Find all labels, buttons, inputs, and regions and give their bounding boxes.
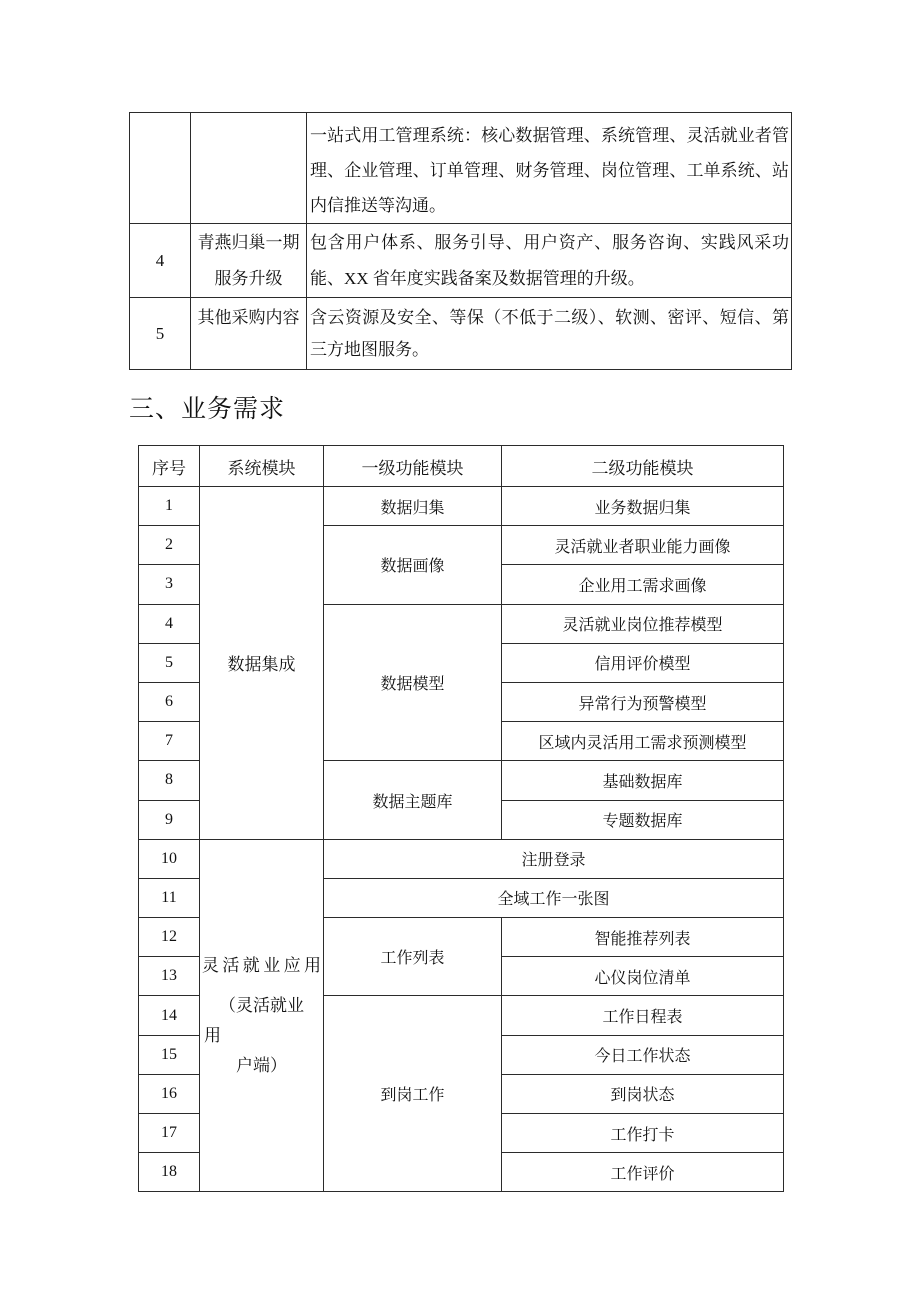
item-number-cell: 4: [130, 224, 191, 298]
system-module-line: 灵活就业应用: [202, 955, 321, 975]
level1-module-cell: 数据主题库: [324, 761, 502, 839]
header-cell-level2-module: 二级功能模块: [502, 446, 784, 487]
table-row: [130, 113, 792, 224]
header-cell-number: 序号: [139, 446, 200, 487]
table-row: [139, 487, 784, 526]
item-name-cell: 青燕归巢一期服务升级: [191, 224, 307, 298]
row-number-cell: 10: [139, 839, 200, 878]
row-number-cell: 15: [139, 1035, 200, 1074]
table-header-row: [139, 446, 784, 487]
level1-module-cell: 全域工作一张图: [324, 878, 784, 917]
row-number-cell: 1: [139, 487, 200, 526]
system-module-line: 用: [204, 1025, 221, 1045]
row-number-cell: 12: [139, 918, 200, 957]
table-row: [130, 224, 792, 298]
procurement-table: [129, 112, 792, 370]
header-cell-level1-module: 一级功能模块: [324, 446, 502, 487]
level2-module-cell: 工作打卡: [502, 1114, 784, 1153]
level2-module-cell: 心仪岗位清单: [502, 957, 784, 996]
row-number-cell: 6: [139, 682, 200, 721]
level1-module-cell: 数据归集: [324, 487, 502, 526]
requirements-table: [138, 445, 784, 1192]
row-number-cell: 3: [139, 565, 200, 604]
row-number-cell: 5: [139, 643, 200, 682]
level2-module-cell: 灵活就业岗位推荐模型: [502, 604, 784, 643]
level2-module-cell: 工作日程表: [502, 996, 784, 1035]
level2-module-cell: 基础数据库: [502, 761, 784, 800]
level1-module-cell: 数据模型: [324, 604, 502, 761]
row-number-cell: 17: [139, 1114, 200, 1153]
row-number-cell: 2: [139, 526, 200, 565]
item-content-cell: 包含用户体系、服务引导、用户资产、服务咨询、实践风采功能、XX 省年度实践备案及数据管理的升级。: [307, 224, 792, 298]
item-content-cell: 含云资源及安全、等保（不低于二级）、软测、密评、短信、第三方地图服务。: [307, 298, 792, 370]
row-number-cell: 13: [139, 957, 200, 996]
row-number-cell: 9: [139, 800, 200, 839]
level2-module-cell: 到岗状态: [502, 1074, 784, 1113]
level2-module-cell: 业务数据归集: [502, 487, 784, 526]
row-number-cell: 8: [139, 761, 200, 800]
section-heading: 三、业务需求: [129, 396, 286, 423]
level1-module-cell: 注册登录: [324, 839, 784, 878]
item-name-cell: [191, 113, 307, 224]
level1-module-cell: 数据画像: [324, 526, 502, 604]
row-number-cell: 7: [139, 722, 200, 761]
level2-module-cell: 异常行为预警模型: [502, 682, 784, 721]
system-module-line: 户端）: [236, 1055, 287, 1075]
level2-module-cell: 区域内灵活用工需求预测模型: [502, 722, 784, 761]
table-row: [139, 839, 784, 878]
header-cell-system-module: 系统模块: [200, 446, 324, 487]
row-number-cell: 16: [139, 1074, 200, 1113]
level2-module-cell: 智能推荐列表: [502, 918, 784, 957]
item-content-cell: 一站式用工管理系统：核心数据管理、系统管理、灵活就业者管理、企业管理、订单管理、财务管理、岗位管理、工单系统、站内信推送等沟通。: [307, 113, 792, 224]
level2-module-cell: 灵活就业者职业能力画像: [502, 526, 784, 565]
item-number-cell: [130, 113, 191, 224]
row-number-cell: 14: [139, 996, 200, 1035]
level1-module-cell: 工作列表: [324, 918, 502, 996]
row-number-cell: 18: [139, 1153, 200, 1192]
level1-module-cell: 到岗工作: [324, 996, 502, 1192]
item-number-cell: 5: [130, 298, 191, 370]
table-row: [130, 298, 792, 370]
level2-module-cell: 工作评价: [502, 1153, 784, 1192]
system-module-cell: 数据集成: [200, 487, 324, 840]
system-module-cell: [200, 839, 324, 1192]
system-module-line: （灵活就业: [219, 995, 304, 1015]
level2-module-cell: 今日工作状态: [502, 1035, 784, 1074]
level2-module-cell: 专题数据库: [502, 800, 784, 839]
level2-module-cell: 信用评价模型: [502, 643, 784, 682]
item-name-cell: 其他采购内容: [191, 298, 307, 370]
row-number-cell: 11: [139, 878, 200, 917]
row-number-cell: 4: [139, 604, 200, 643]
level2-module-cell: 企业用工需求画像: [502, 565, 784, 604]
